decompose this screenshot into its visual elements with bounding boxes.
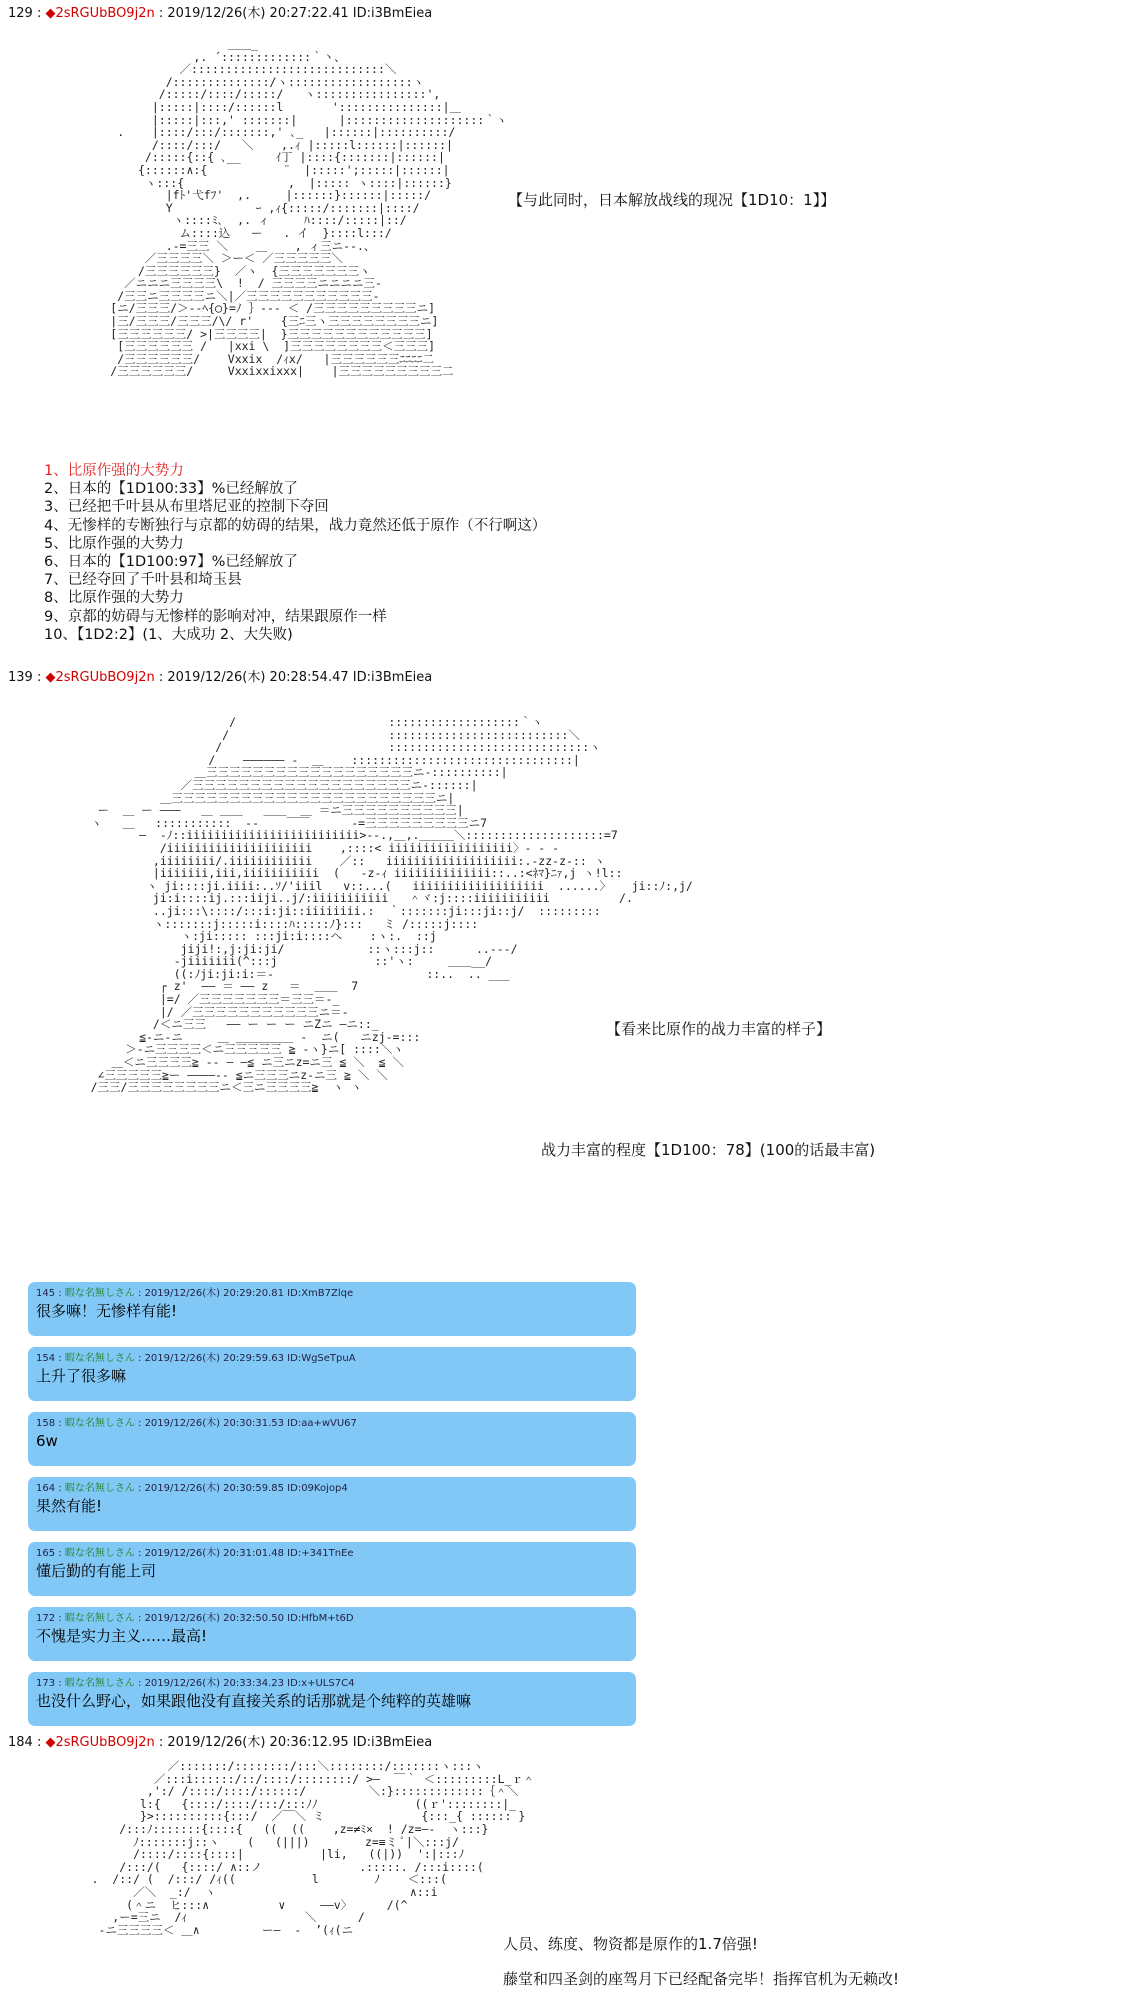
- narration-text: 藤堂和四圣剑的座驾月下已经配备完毕！指挥官机为无赖改!: [503, 1970, 900, 1988]
- reply-meta: [36, 1677, 628, 1691]
- reply-card: [28, 1607, 636, 1661]
- reply-number: 158 :: [36, 1418, 62, 1429]
- reply-number: 172 :: [36, 1613, 62, 1624]
- reply-text: 很多嘛！无惨样有能!: [36, 1302, 178, 1320]
- reply-text: 6w: [36, 1432, 58, 1450]
- list-item: 8、比原作强的大势力: [44, 590, 184, 607]
- reply-card: [28, 1412, 636, 1466]
- reply-text: 上升了很多嘛: [36, 1367, 127, 1385]
- reply-text: 懂后勤的有能上司: [36, 1562, 157, 1580]
- result-list: [44, 462, 546, 644]
- reply-meta: [36, 1352, 628, 1366]
- post-meta: : 2019/12/26(木) 20:28:54.47 ID:i3BmEiea: [158, 670, 433, 685]
- list-item: 2、日本的【1D100:33】%已经解放了: [44, 481, 298, 498]
- narration-text: 【与此同时，日本解放战线的现况【1D10：1】】: [508, 191, 836, 209]
- post-number: 184 :: [8, 1735, 42, 1750]
- post-meta: : 2019/12/26(木) 20:27:22.41 ID:i3BmEiea: [158, 6, 433, 21]
- reply-card: [28, 1672, 636, 1726]
- post-trip[interactable]: ◆2sRGUbBO9j2n: [45, 670, 155, 685]
- reply-info: : 2019/12/26(木) 20:29:20.81 ID:XmB7Zlqe: [138, 1288, 354, 1299]
- reply-name: 暇な名無しさん: [64, 1483, 135, 1494]
- list-item: 1、比原作强的大势力: [44, 463, 184, 479]
- reply-text: 也没什么野心，如果跟他没有直接关系的话那就是个纯粹的英雄嘛: [36, 1692, 472, 1710]
- list-item: 10、【1D2:2】(1、大成功 2、大失败): [44, 626, 293, 643]
- reply-meta: [36, 1482, 628, 1496]
- reply-meta: [36, 1612, 628, 1626]
- ascii-art-figure: ＿＿_ ,. ´:::::::::::::｀丶、 ／::::::::::::::::::::::::::::＼ /::::::::::::::/ヽ::::::::::::::::::ヽ /:::::/::::/:::::/ ヽ::::::::::::::::', |:::::|::::/::::::l ':::::::::::::::|＿ |:::::|:::,' :::::::| |::::::::::::::::::::｀ヽ . |::::/:::/:::::::,' ､_ |::::::|::::::::::/ /::::/:::/ ＼ ,.ｨ |:::::l::::::|::::::| /:::::{::{ ､__ ｲ丁 |::::{:::::::|::::::| {::::::∧:{ ¨ |:::::';:::::|::::::| ヽ:::{ , |::::: ヽ::::|::::::} |fﾄ'弋fﾌ' ,. |::::::}::::::|:::::/ Y ｰ ,ｨ{:::::/:::::::|::::/ ヽ::::ﾐ､ ,. ィ ﾊ::::/:::::|::/ ム::::込 ー . イ }::::l:::/ .-=三三 ＼ ＿ , ィ三ニ‐-.、 ／三三三三＼ ＞ー＜ ／三三三三三＼ /三三三三三三} ／ヽ {三三三三三三三ヽ ／ニニニ三三三三\ ! / 三三三三ニニニニ三- /三三ニ三三三三ニ＼|／三三三三三三三三三三三- [ニ/三三三/＞‐‐ﾍ{◯}=ﾉ ｝--- ＜ /三三三三三三三三三ニ] |三/三三三/三三三/\/ r' {三ﾆ三ヽ三三三三三三三三ニ] [三三三三三三/ >|三三三三| }三三三三三三三三三三三三] [三三三三三三 / |xxi \ ]三三三三三三三三＜三三三] /三三三三三三/ Vxxix /ｨx/ |三三三三三三ﾆﾆﾆﾆ二 /三三三三三三/ Vxxixxixxx| |三三三三三三三三三二: [110, 37, 508, 379]
- reply-text: 果然有能!: [36, 1497, 103, 1515]
- reply-info: : 2019/12/26(木) 20:30:31.53 ID:aa+wVU67: [138, 1418, 357, 1429]
- reply-name: 暇な名無しさん: [64, 1418, 135, 1429]
- reply-info: : 2019/12/26(木) 20:32:50.50 ID:HfbM+t6D: [138, 1613, 354, 1624]
- reply-name: 暇な名無しさん: [64, 1678, 135, 1689]
- reply-info: : 2019/12/26(木) 20:29:59.63 ID:WgSeTpuA: [138, 1353, 356, 1364]
- post-meta: : 2019/12/26(木) 20:36:12.95 ID:i3BmEiea: [158, 1735, 433, 1750]
- reply-meta: [36, 1417, 628, 1431]
- list-item: 7、已经夺回了千叶县和埼玉县: [44, 572, 242, 589]
- list-item: 6、日本的【1D100:97】%已经解放了: [44, 554, 298, 571]
- list-item: 3、已经把千叶县从布里塔尼亚的控制下夺回: [44, 499, 329, 516]
- reply-number: 154 :: [36, 1353, 62, 1364]
- narration-text: 【看来比原作的战力丰富的样子】: [606, 1020, 832, 1038]
- reply-info: : 2019/12/26(木) 20:31:01.48 ID:+341TnEe: [138, 1548, 354, 1559]
- post-header: [8, 1735, 432, 1751]
- reply-name: 暇な名無しさん: [64, 1613, 135, 1624]
- post-header: [8, 6, 432, 22]
- list-item: 4、无惨样的专断独行与京都的妨碍的结果，战力竟然还低于原作（不行啊这）: [44, 517, 547, 534]
- ascii-art-figure: / :::::::::::::::::::｀ヽ / ::::::::::::::::::::::::::＼ / :::::::::::::::::::::::::::::ヽ / ―――――― - ＿ ::::::::::::::::::::::::::::::::| ＿三三三三三三三三三三三三三三三三三三ニ-::::::::::| ／三三三三三三三三三三三三三三三三三三三ニ-::::::| ＿三三三三三三三三三三三三三三三三三三三三三三三ニ| ー ＿ ー ――― ＿ ＿＿ ＿＿ ＿ ＝ニ三三三三三三三三三三| ヽ ＿ ::::::::::: ‐- ￣￣ ‐=三三三三三三三三三ニ7 ― -ﾉ::iiiiiiiiiiiiiiiiiiiiiiiii>‐-.,＿,.＿＿＿＼::::::::::::::::::::=7 /iiiiiiiiiiiiiiiiiiiii ,::::< iiiiiiiiiiiiiiiiii〉- - - ,iiiiiiii/.iiiiiiiiiiii ／:: iiiiiiiiiiiiiiiiiii:.-zz-z‐:: ヽ |iiiiiii,iii,iiiiiiiiiii ( -z-ｨ iiiiiiiiiiiiii::..:<ﾈﾏ}ﾆｧ,j ヽ!l:: ヽ ji::::ji.iiii:..ｿ/'iiil v::...( iiiiiiiiiiiiiiiiiii ......〉 ji::ﾉ:,j/ ji:i::::ij.:::iiji..j/:iiiiiiiiiii ＾ヾ:j::::iiiiiiiiiii /. ..ji:::\::::/:::i:ji::iiiiiiii.: ｀:::::::ji:::ji::j/ ::::::::: ヽ:::::::j:::::i::::ﾊ:::::ﾉ}::: ミ /:::::j:::: ヽ:ji::::: :::ji:i::::ヘ :ヽ:. ::j jiji!:,j:ji:ji/ ::ヽ:::j:: ..---/ ‐jiiiiiii(^:::j ::'ヽ: ＿＿__/ ((:ﾉji:ji:i:＝‐ ::.. .. ___ ┌ z' ―― ＝ ―― z ＝ ＿＿ 7 |=/ ／三三三三三三三＝三三＝-_ |/ ／三三三三三三三三三三三ニ＝- /＜ニ三三 ―― ー ー ー ニZニ ―ニ::_ ≦-ニ-ニ ＿ ＿＿＿＿＿ - ニ( ニzj-=::: ＞-ニ三三三三＜ニ三三三三三 ≧ -ヽ}ニ[ ::::＼ヽ ＿＜ニ三三三三≧ -‐ ― ―≦ ニ三ニz=ニ三 ≦ ＼ ≦ ＼ ∠三三三三三≧ー ――――‐‐ ≦ニ三三三ニz-ニ三 ≧ ＼ ＼ /三三/三三三三三三三三ニ＜三ニ三三三三≧ ヽ ヽ: [90, 715, 693, 1095]
- narration-text: 人员、练度、物资都是原作的1.7倍强!: [503, 1935, 758, 1953]
- reply-meta: [36, 1287, 628, 1301]
- reply-card: [28, 1347, 636, 1401]
- reply-info: : 2019/12/26(木) 20:30:59.85 ID:09Kojop4: [138, 1483, 348, 1494]
- reply-number: 145 :: [36, 1288, 62, 1299]
- reply-text: 不愧是实力主义……最高!: [36, 1627, 208, 1645]
- reply-name: 暇な名無しさん: [64, 1548, 135, 1559]
- post-trip[interactable]: ◆2sRGUbBO9j2n: [45, 1735, 155, 1750]
- post-trip[interactable]: ◆2sRGUbBO9j2n: [45, 6, 155, 21]
- reply-card: [28, 1477, 636, 1531]
- post-number: 139 :: [8, 670, 42, 685]
- reply-meta: [36, 1547, 628, 1561]
- reply-info: : 2019/12/26(木) 20:33:34.23 ID:x+ULS7C4: [138, 1678, 355, 1689]
- reply-name: 暇な名無しさん: [64, 1353, 135, 1364]
- reply-name: 暇な名無しさん: [64, 1288, 135, 1299]
- reply-card: [28, 1542, 636, 1596]
- list-item: 9、京都的妨碍与无惨样的影响对冲，结果跟原作一样: [44, 608, 387, 625]
- post-header: [8, 670, 432, 686]
- narration-text: 战力丰富的程度【1D100：78】(100的话最丰富): [541, 1141, 876, 1159]
- reply-card: [28, 1282, 636, 1336]
- reply-number: 164 :: [36, 1483, 62, 1494]
- ascii-art-figure: ／:::::::/::::::::/:::＼::::::::/:::::::ヽ:::ヽ ／:::i::::::/::/::::/::::::::/ >― ￣｀ ＜:::::::::L_ｒ＾ ,':/ /::::/::::/::::::/ ＼:}:::::::::::::｛＾＼ l:{ {::::/::::/:::/:::ﾉﾉ ((ｒ'::::::::|_ }>::::::::::{:::/ ／￣＼ ミ {:::_{ :::::: } /:::ﾉ:::::::{::::{ (( (( ,z=≠ﾐ× ! /z=―- ヽ:::} ﾉ:::::::j::ヽ ( (|||) z=≡ミ ﾟ|＼:::j/ /::::/::::{::::| |li, ((|)) ':|:::ﾉ /:::/( {::::/ ∧::ノ .:::::. /:::i::::( . /::/ ( /:::/ /ｨ(( l ﾉ ＜:::( ／＼ _:/ ヽ ∧::i (＾ニ ヒ:::∧ ∨ ――v〉 /(^ ,ー=三ニ /ｨ ＼ / -ニ三三三三＜ ＿∧ ー― - ’(ｨ(ニ: [91, 1759, 535, 1937]
- reply-number: 165 :: [36, 1548, 62, 1559]
- post-number: 129 :: [8, 6, 42, 21]
- reply-number: 173 :: [36, 1678, 62, 1689]
- list-item: 5、比原作强的大势力: [44, 535, 184, 552]
